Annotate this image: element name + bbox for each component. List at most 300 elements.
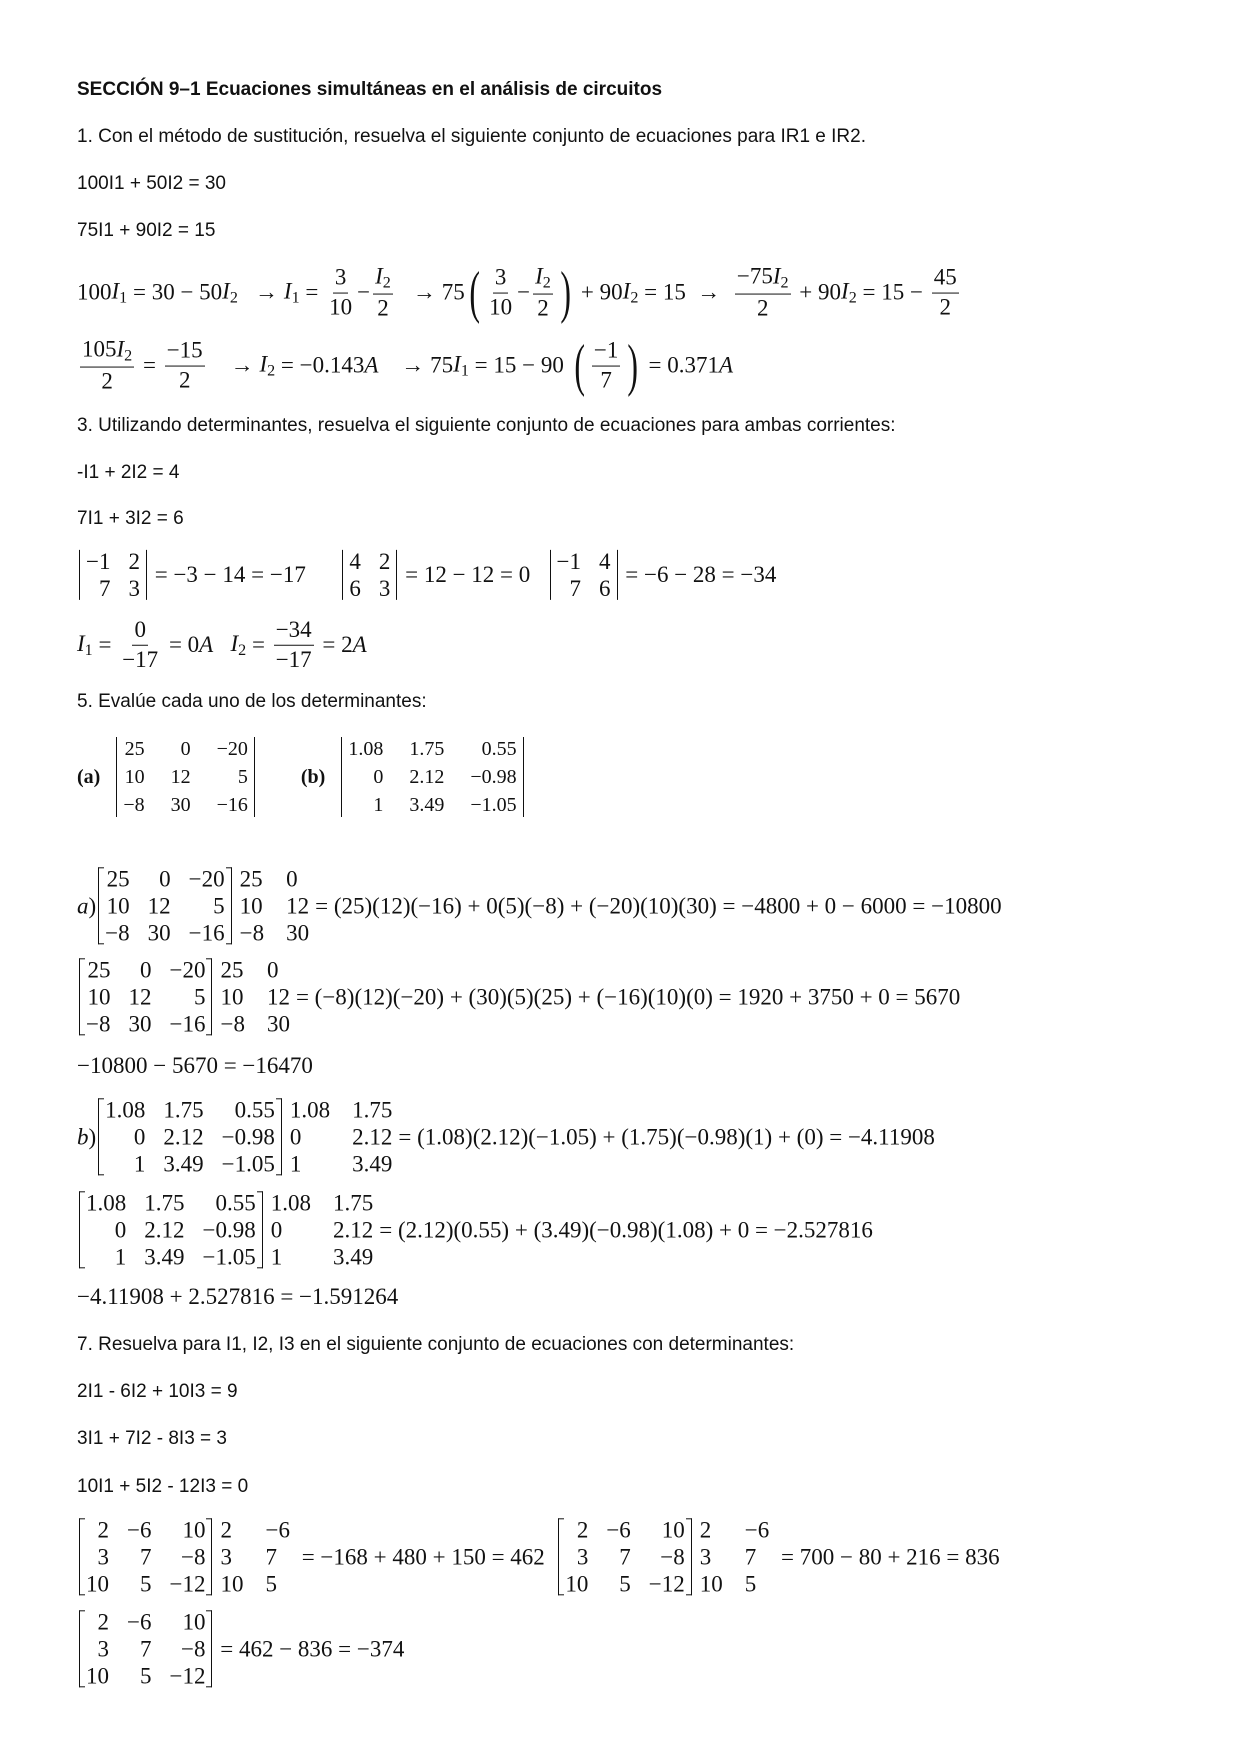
math-text: + 90 xyxy=(575,280,623,305)
variable-name: I xyxy=(841,278,849,304)
matrix-cell: 2.12 xyxy=(352,1124,393,1150)
matrix-cell: 2 xyxy=(378,548,391,574)
matrix-cell: 3.49 xyxy=(332,1244,374,1270)
question-3-prompt: 3. Utilizando determinantes, resuelva el siguiente conjunto de ecuaciones para ambas corrientes: xyxy=(77,415,896,436)
math-text: 100 xyxy=(77,280,112,305)
matrix-cell: 25 xyxy=(87,957,111,983)
math-text: = 0.371 xyxy=(642,353,719,378)
matrix-cell: 3 xyxy=(128,576,140,601)
math-variable xyxy=(364,353,378,379)
fraction xyxy=(533,263,553,324)
math-text: → 75 xyxy=(378,353,454,378)
denominator xyxy=(274,646,314,675)
variable-subscript: 2 xyxy=(238,641,247,659)
math-line xyxy=(77,1284,398,1310)
left-paren: ( xyxy=(469,260,480,325)
variable-name: I xyxy=(453,351,461,377)
variable-name: I xyxy=(259,351,268,377)
matrix xyxy=(79,956,212,1037)
variable-name: A xyxy=(352,632,367,657)
matrix-cell: −0.98 xyxy=(202,1217,256,1243)
math-line xyxy=(77,1189,873,1270)
matrix xyxy=(286,1096,397,1177)
matrix-cell: −20 xyxy=(169,957,206,983)
parenthesized-group xyxy=(570,333,643,398)
variable-name: b xyxy=(77,1124,89,1149)
equation: -I1 + 2I2 = 4 xyxy=(77,462,180,483)
matrix-cell: 1 xyxy=(289,1151,302,1177)
matrix-cell: 2 xyxy=(128,548,140,574)
matrix-cell: 10 xyxy=(661,1517,685,1543)
math-text xyxy=(213,632,230,658)
matrix-cell: 10 xyxy=(124,766,145,788)
matrix-cell: 7 xyxy=(139,1544,152,1570)
math-line xyxy=(77,548,776,602)
denominator xyxy=(375,295,391,324)
math-text: −34 xyxy=(275,616,312,642)
math-text: = 15 − 90 xyxy=(468,353,570,378)
matrix-cell: −0.98 xyxy=(221,1124,275,1150)
matrix-cell: −8 xyxy=(660,1544,685,1570)
matrix-cell: 1.08 xyxy=(270,1190,311,1216)
matrix-cell: 0 xyxy=(159,866,171,892)
matrix-cell: 1.08 xyxy=(86,1190,127,1216)
math-text: 10 xyxy=(489,294,513,320)
numerator xyxy=(592,337,620,367)
matrix-cell: −1.05 xyxy=(221,1151,275,1177)
matrix-cell: 7 xyxy=(98,576,111,601)
variable-name: A xyxy=(364,353,379,378)
math-text: + 90 xyxy=(793,280,842,305)
math-text: → xyxy=(237,280,284,305)
matrix-cell: 10 xyxy=(565,1571,589,1597)
fraction xyxy=(932,264,959,323)
denominator xyxy=(535,295,551,324)
matrix-cell: 10 xyxy=(106,893,130,919)
math-variable xyxy=(77,630,93,659)
matrix-cell: 7 xyxy=(139,1636,152,1662)
math-text: 2 xyxy=(377,295,389,321)
matrix-cell: −6 xyxy=(265,1517,290,1543)
variable-name: I xyxy=(622,278,631,304)
matrix-cell: 3.49 xyxy=(163,1151,204,1177)
matrix-cell: 2 xyxy=(97,1517,109,1543)
matrix-cell: 1.75 xyxy=(409,738,445,760)
matrix-cell: 30 xyxy=(170,794,191,816)
math-text: = 15 → xyxy=(638,280,732,305)
matrix-cell: −8 xyxy=(105,920,130,946)
numerator xyxy=(533,263,553,295)
variable-subscript: 2 xyxy=(630,289,639,307)
matrix-cell: 0 xyxy=(289,1124,302,1150)
matrix xyxy=(550,548,618,602)
matrix-cell: 1 xyxy=(133,1151,146,1177)
variable-name: I xyxy=(116,336,125,362)
matrix-cell: −1.05 xyxy=(470,794,517,816)
matrix xyxy=(79,1189,263,1270)
matrix-cell: 25 xyxy=(239,866,263,892)
math-text: ) xyxy=(88,1124,97,1149)
variable-name: I xyxy=(222,278,230,304)
matrix-cell: 2 xyxy=(699,1517,712,1543)
matrix-cell: 0 xyxy=(139,957,152,983)
math-text: 3 xyxy=(494,264,507,290)
right-paren: ) xyxy=(560,260,571,325)
matrix-cell: 1.75 xyxy=(144,1190,185,1216)
matrix-cell: −0.98 xyxy=(470,766,517,788)
matrix-cell: 10 xyxy=(182,1517,206,1543)
matrix-cell: 6 xyxy=(599,576,611,601)
matrix-cell: 5 xyxy=(193,984,206,1010)
matrix xyxy=(696,1516,773,1597)
math-text: = 30 − 50 xyxy=(127,280,223,305)
math-text: 45 xyxy=(933,264,957,290)
matrix-cell: −8 xyxy=(220,1011,245,1037)
matrix-cell: 5 xyxy=(237,766,248,788)
matrix-cell: 1 xyxy=(270,1244,283,1270)
math-text: = (2.12)(0.55) + (3.49)(−0.98)(1.08) + 0 = −2.527816 xyxy=(379,1217,873,1242)
variable-subscript: 1 xyxy=(460,362,469,380)
math-text: = 462 − 836 = −374 xyxy=(214,1636,405,1661)
math-variable xyxy=(117,336,133,367)
matrix-cell: 12 xyxy=(266,984,290,1010)
matrix-cell: −12 xyxy=(648,1571,685,1597)
matrix-cell: 7 xyxy=(744,1544,757,1570)
matrix xyxy=(342,548,397,602)
math-text: ) xyxy=(88,893,97,918)
fraction xyxy=(80,336,134,397)
fraction xyxy=(592,337,620,396)
math-variable xyxy=(284,278,300,307)
matrix-cell: 30 xyxy=(286,920,310,946)
matrix-cell: 3.49 xyxy=(352,1151,393,1177)
matrix xyxy=(216,956,293,1037)
matrix xyxy=(267,1189,378,1270)
matrix-cell: 0.55 xyxy=(481,738,517,760)
numerator xyxy=(274,616,314,646)
matrix-cell: 4 xyxy=(599,548,611,574)
determinant-b xyxy=(339,735,525,819)
matrix-cell: 5 xyxy=(265,1571,277,1597)
matrix-cell: −8 xyxy=(86,1011,111,1037)
math-text: 2 xyxy=(939,294,951,320)
math-text: = −6 − 28 = −34 xyxy=(619,562,777,587)
variable-name: I xyxy=(77,630,85,656)
math-line xyxy=(77,956,960,1037)
equation: 3I1 + 7I2 - 8I3 = 3 xyxy=(77,1428,227,1449)
matrix-cell: 3 xyxy=(97,1544,109,1570)
equation: 7I1 + 3I2 = 6 xyxy=(77,508,184,529)
part-b-label: (b) xyxy=(300,765,326,788)
paren-content xyxy=(589,337,623,396)
numerator xyxy=(373,263,393,295)
matrix-cell: 5 xyxy=(139,1571,152,1597)
variable-name: I xyxy=(230,630,239,656)
fraction xyxy=(487,264,514,323)
matrix-cell: −8 xyxy=(180,1544,206,1570)
denominator xyxy=(177,367,193,396)
variable-subscript: 1 xyxy=(84,641,93,659)
denominator xyxy=(487,294,514,323)
matrix-cell: 5 xyxy=(619,1571,631,1597)
variable-name: I xyxy=(375,263,383,289)
math-variable xyxy=(77,893,89,919)
matrix xyxy=(558,1516,691,1597)
math-text: − xyxy=(517,280,531,305)
variable-subscript: 2 xyxy=(848,289,857,307)
math-text: = xyxy=(92,632,118,657)
math-text: = xyxy=(246,632,271,657)
matrix-cell: 3.49 xyxy=(409,794,445,816)
math-text: = 0 xyxy=(163,632,200,657)
fraction xyxy=(327,264,354,323)
fraction xyxy=(165,337,205,396)
matrix-cell: 10 xyxy=(182,1609,206,1635)
math-variable xyxy=(112,278,128,307)
matrix-cell: −6 xyxy=(127,1609,152,1635)
matrix-cell: 10 xyxy=(87,984,111,1010)
math-text: −1 xyxy=(593,337,619,363)
matrix-cell: 1.08 xyxy=(105,1097,146,1123)
matrix-cell: 3 xyxy=(220,1544,232,1570)
matrix-cell: 1.75 xyxy=(352,1097,393,1123)
fraction xyxy=(274,616,314,675)
matrix-cell: 0 xyxy=(114,1217,127,1243)
math-variable xyxy=(259,351,275,380)
math-text: = xyxy=(137,353,162,378)
math-text: = (25)(12)(−16) + 0(5)(−8) + (−20)(10)(30) = −4800 + 0 − 6000 = −10800 xyxy=(315,893,1002,918)
parenthesized-group xyxy=(465,260,575,325)
matrix-cell: −16 xyxy=(188,920,225,946)
variable-name: a xyxy=(77,893,89,918)
matrix-cell: −1 xyxy=(556,548,581,574)
math-text: = xyxy=(299,280,325,305)
variable-name: A xyxy=(199,632,214,657)
math-line xyxy=(77,333,734,398)
matrix-cell: −8 xyxy=(123,794,145,816)
math-line xyxy=(77,1053,313,1079)
matrix-cell: 2.12 xyxy=(409,766,445,788)
matrix-cell: 0.55 xyxy=(234,1097,275,1123)
math-text: 2 xyxy=(537,295,549,321)
math-line xyxy=(77,1516,1000,1597)
equation: 2I1 - 6I2 + 10I3 = 9 xyxy=(77,1381,238,1402)
math-line xyxy=(77,865,1002,946)
matrix-cell: 25 xyxy=(220,957,244,983)
matrix xyxy=(79,1608,212,1689)
question-1-prompt: 1. Con el método de sustitución, resuelva el siguiente conjunto de ecuaciones para IR1 e IR2. xyxy=(77,126,866,147)
matrix-cell: 10 xyxy=(699,1571,723,1597)
determinant-a xyxy=(114,735,257,819)
math-text: −15 xyxy=(166,337,203,363)
math-variable xyxy=(222,278,238,307)
math-text: = −3 − 14 = −17 xyxy=(148,562,341,587)
variable-name: I xyxy=(283,278,292,304)
variable-subscript: 2 xyxy=(124,347,133,365)
math-variable xyxy=(773,263,789,294)
matrix-cell: −6 xyxy=(744,1517,770,1543)
math-text: −17 xyxy=(275,646,312,672)
matrix-cell: 2 xyxy=(220,1517,232,1543)
variable-subscript: 1 xyxy=(119,289,128,307)
matrix-cell: −8 xyxy=(239,920,265,946)
matrix-cell: 10 xyxy=(220,1571,244,1597)
matrix-cell: −6 xyxy=(127,1517,152,1543)
matrix-cell: 10 xyxy=(86,1571,109,1597)
paren-content xyxy=(484,263,556,324)
matrix-cell: 0 xyxy=(373,766,384,788)
matrix-cell: 1.75 xyxy=(332,1190,374,1216)
math-text: = 12 − 12 = 0 xyxy=(399,562,548,587)
matrix-cell: 12 xyxy=(170,766,191,788)
math-variable xyxy=(375,263,391,294)
matrix-cell: 0 xyxy=(133,1124,146,1150)
matrix-cell: 25 xyxy=(106,866,130,892)
math-line xyxy=(77,616,367,675)
matrix xyxy=(236,865,313,946)
matrix-cell: 2 xyxy=(97,1609,109,1635)
section-title: SECCIÓN 9–1 Ecuaciones simultáneas en el análisis de circuitos xyxy=(77,79,663,100)
math-line xyxy=(77,260,962,325)
matrix-cell: 30 xyxy=(266,1011,290,1037)
question-7-prompt: 7. Resuelva para I1, I2, I3 en el siguiente conjunto de ecuaciones con determinantes: xyxy=(77,1334,795,1355)
math-text: −10800 − 5670 = −16470 xyxy=(77,1053,313,1078)
right-paren: ) xyxy=(627,333,639,398)
matrix xyxy=(341,735,523,819)
equation: 100I1 + 50I2 = 30 xyxy=(77,173,226,194)
fraction xyxy=(120,616,160,675)
math-variable xyxy=(719,353,733,379)
matrix-cell: 5 xyxy=(139,1663,152,1689)
variable-subscript: 2 xyxy=(780,274,789,292)
denominator xyxy=(937,294,953,323)
matrix xyxy=(98,865,231,946)
math-text: −75 xyxy=(736,263,773,289)
equation: 10I1 + 5I2 - 12I3 = 0 xyxy=(77,1476,249,1497)
left-paren: ( xyxy=(573,333,585,398)
matrix-cell: −16 xyxy=(169,1011,206,1037)
matrix-cell: 7 xyxy=(265,1544,277,1570)
math-text: = 15 − xyxy=(856,280,929,305)
matrix xyxy=(98,1096,282,1177)
matrix-cell: 3 xyxy=(97,1636,109,1662)
matrix-cell: 2.12 xyxy=(332,1217,374,1243)
question-5-prompt: 5. Evalúe cada uno de los determinantes: xyxy=(77,691,427,712)
matrix-cell: 3 xyxy=(576,1544,589,1570)
math-text: 3 xyxy=(334,264,347,290)
variable-name: I xyxy=(111,278,120,304)
math-variable xyxy=(230,630,246,659)
matrix xyxy=(79,1516,212,1597)
math-text: 7 xyxy=(600,367,612,393)
matrix xyxy=(116,735,255,819)
matrix-cell: 10 xyxy=(239,893,263,919)
matrix-cell: 6 xyxy=(349,576,361,601)
math-line xyxy=(77,1096,935,1177)
denominator xyxy=(598,367,614,396)
matrix-cell: 2.12 xyxy=(144,1217,185,1243)
math-variable xyxy=(535,263,551,294)
variable-subscript: 2 xyxy=(542,274,551,292)
variable-subscript: 2 xyxy=(382,274,391,292)
matrix-cell: 5 xyxy=(744,1571,757,1597)
numerator xyxy=(165,337,205,367)
math-variable xyxy=(353,632,367,658)
math-variable xyxy=(623,278,639,307)
math-text: 2 xyxy=(101,368,113,394)
math-variable xyxy=(77,1124,89,1150)
math-line xyxy=(77,1608,404,1689)
matrix-cell: −1.05 xyxy=(202,1244,256,1270)
fraction xyxy=(735,263,791,324)
matrix xyxy=(216,1516,293,1597)
denominator xyxy=(327,294,354,323)
math-text: → xyxy=(207,353,260,378)
math-text: → 75 xyxy=(395,280,465,305)
math-text: = (1.08)(2.12)(−1.05) + (1.75)(−0.98)(1) + (0) = −4.11908 xyxy=(398,1124,935,1149)
matrix-cell: 0 xyxy=(266,957,279,983)
matrix-cell: 0 xyxy=(180,738,191,760)
matrix-cell: 1.08 xyxy=(289,1097,331,1123)
matrix-cell: 1.75 xyxy=(163,1097,204,1123)
math-text: 10 xyxy=(329,294,353,320)
matrix-cell: 3.49 xyxy=(144,1244,185,1270)
matrix-cell: 1 xyxy=(114,1244,127,1270)
matrix-cell: 1 xyxy=(373,794,384,816)
matrix-cell: −12 xyxy=(169,1571,206,1597)
matrix-cell: 3 xyxy=(378,576,391,601)
math-text: −4.11908 + 2.527816 = −1.591264 xyxy=(77,1284,399,1309)
math-text: = (−8)(12)(−20) + (30)(5)(25) + (−16)(10)(0) = 1920 + 3750 + 0 = 5670 xyxy=(295,984,961,1009)
matrix-cell: 25 xyxy=(124,738,145,760)
numerator xyxy=(493,264,509,294)
fraction xyxy=(373,263,393,324)
matrix-cell: 2.12 xyxy=(163,1124,204,1150)
numerator xyxy=(735,263,791,295)
matrix-cell: 0 xyxy=(286,866,298,892)
matrix-cell: 7 xyxy=(569,576,581,601)
variable-name: I xyxy=(772,263,781,289)
numerator xyxy=(132,616,148,646)
part-a-label: (a) xyxy=(77,765,101,788)
matrix-cell: −12 xyxy=(169,1663,206,1689)
variable-name: I xyxy=(535,263,543,289)
matrix-cell: −1 xyxy=(86,548,111,574)
matrix-cell: 0.55 xyxy=(215,1190,256,1216)
equation: 75I1 + 90I2 = 15 xyxy=(77,220,216,241)
math-text: 105 xyxy=(82,336,117,362)
matrix-cell: −8 xyxy=(180,1636,206,1662)
math-text: = 2 xyxy=(316,632,353,657)
math-text: = −168 + 480 + 150 = 462 xyxy=(295,1544,557,1569)
variable-subscript: 2 xyxy=(267,362,276,380)
numerator xyxy=(80,336,134,368)
textbook-determinants-image xyxy=(77,735,526,819)
math-variable xyxy=(199,632,213,658)
matrix-cell: −16 xyxy=(216,794,248,816)
matrix-cell: −20 xyxy=(216,738,248,760)
matrix-cell: 2 xyxy=(576,1517,589,1543)
math-text: − xyxy=(357,280,371,305)
numerator xyxy=(932,264,959,294)
denominator xyxy=(99,368,115,397)
math-text: 2 xyxy=(178,367,191,393)
math-text: −17 xyxy=(122,646,159,672)
math-text: 2 xyxy=(756,295,769,321)
matrix-cell: 10 xyxy=(86,1663,109,1689)
matrix-cell: 0 xyxy=(270,1217,283,1243)
variable-name: A xyxy=(718,353,734,378)
